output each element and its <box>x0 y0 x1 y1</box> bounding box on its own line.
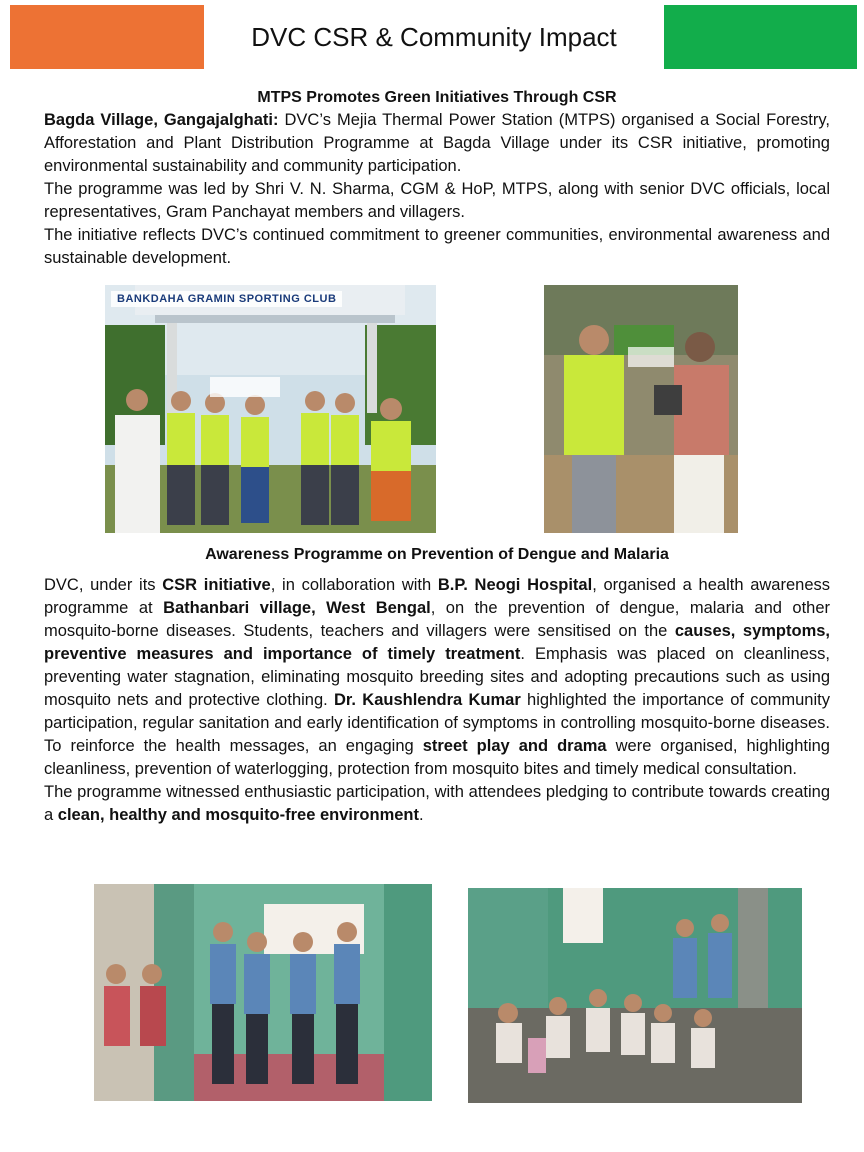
section-green-initiatives <box>44 86 830 270</box>
bold-csr-initiative: CSR initiative <box>162 576 271 594</box>
section-title-dengue: Awareness Programme on Prevention of Dengue and Malaria <box>205 546 669 563</box>
header-orange-band <box>10 5 204 69</box>
text-span: were organised, highlighting cleanliness, prevention of waterlogging, protection from mosquito bites and timely medical consultation. <box>44 737 830 778</box>
text-span: DVC, under its <box>44 576 163 594</box>
photo-group-sporting-club <box>105 285 436 533</box>
text-span: , in collaboration with <box>270 576 438 594</box>
photo-plant-distribution <box>544 285 738 533</box>
paragraph-awareness-programme <box>44 574 830 781</box>
bold-hospital: B.P. Neogi Hospital <box>437 576 593 594</box>
bold-street-play: street play and drama <box>422 737 607 755</box>
paragraph-commitment: The initiative reflects DVC’s continued commitment to greener communities, environmental awareness and sustainable development. <box>44 226 830 267</box>
intro-text: DVC’s Mejia Thermal Power Station (MTPS) organised a Social Forestry, Afforestation and Plant Distribution Programme at Bagda Village under its CSR initiative, promoting environmental sustainability and community participation. <box>44 111 830 175</box>
header-green-band <box>664 5 857 69</box>
bold-doctor: Dr. Kaushlendra Kumar <box>334 691 521 709</box>
paragraph-led-by: The programme was led by Shri V. N. Sharma, CGM & HoP, MTPS, along with senior DVC officials, local representatives, Gram Panchayat members and villagers. <box>44 180 830 221</box>
text-span: highlighted the importance of community participation, regular sanitation and early identification of symptoms in controlling mosquito-borne diseases. To reinforce the health messages, an engaging <box>44 691 830 755</box>
bold-village: Bathanbari village, West Bengal <box>163 599 431 617</box>
text-span: , organised a health awareness programme at <box>44 576 831 617</box>
page-title: DVC CSR & Community Impact <box>251 21 617 52</box>
location-lead: Bagda Village, Gangajalghati: <box>44 111 279 129</box>
text-span: , on the prevention of dengue, malaria and other mosquito-borne diseases. Students, teachers and villagers were sensitised on the <box>44 599 831 640</box>
photo-audience <box>468 888 802 1103</box>
photo-street-play <box>94 884 432 1101</box>
text-span: . Emphasis was placed on cleanliness, preventing water stagnation, eliminating mosquito breeding sites and adopting precautions such as using mosquito nets and protective clothing. <box>44 645 830 709</box>
bold-environment: clean, healthy and mosquito-free environment <box>57 806 420 824</box>
section-dengue-malaria <box>44 543 830 827</box>
text-span: . <box>419 806 424 824</box>
section-title-green: MTPS Promotes Green Initiatives Through CSR <box>257 89 617 106</box>
club-signboard: BANKDAHA GRAMIN SPORTING CLUB <box>111 291 342 307</box>
bold-causes: causes, symptoms, preventive measures and importance of timely treatment <box>44 622 830 663</box>
paragraph-participation <box>44 781 830 827</box>
text-span: The programme witnessed enthusiastic participation, with attendees pledging to contribute towards creating a <box>44 783 830 824</box>
paragraph-bagda-intro <box>44 109 830 178</box>
